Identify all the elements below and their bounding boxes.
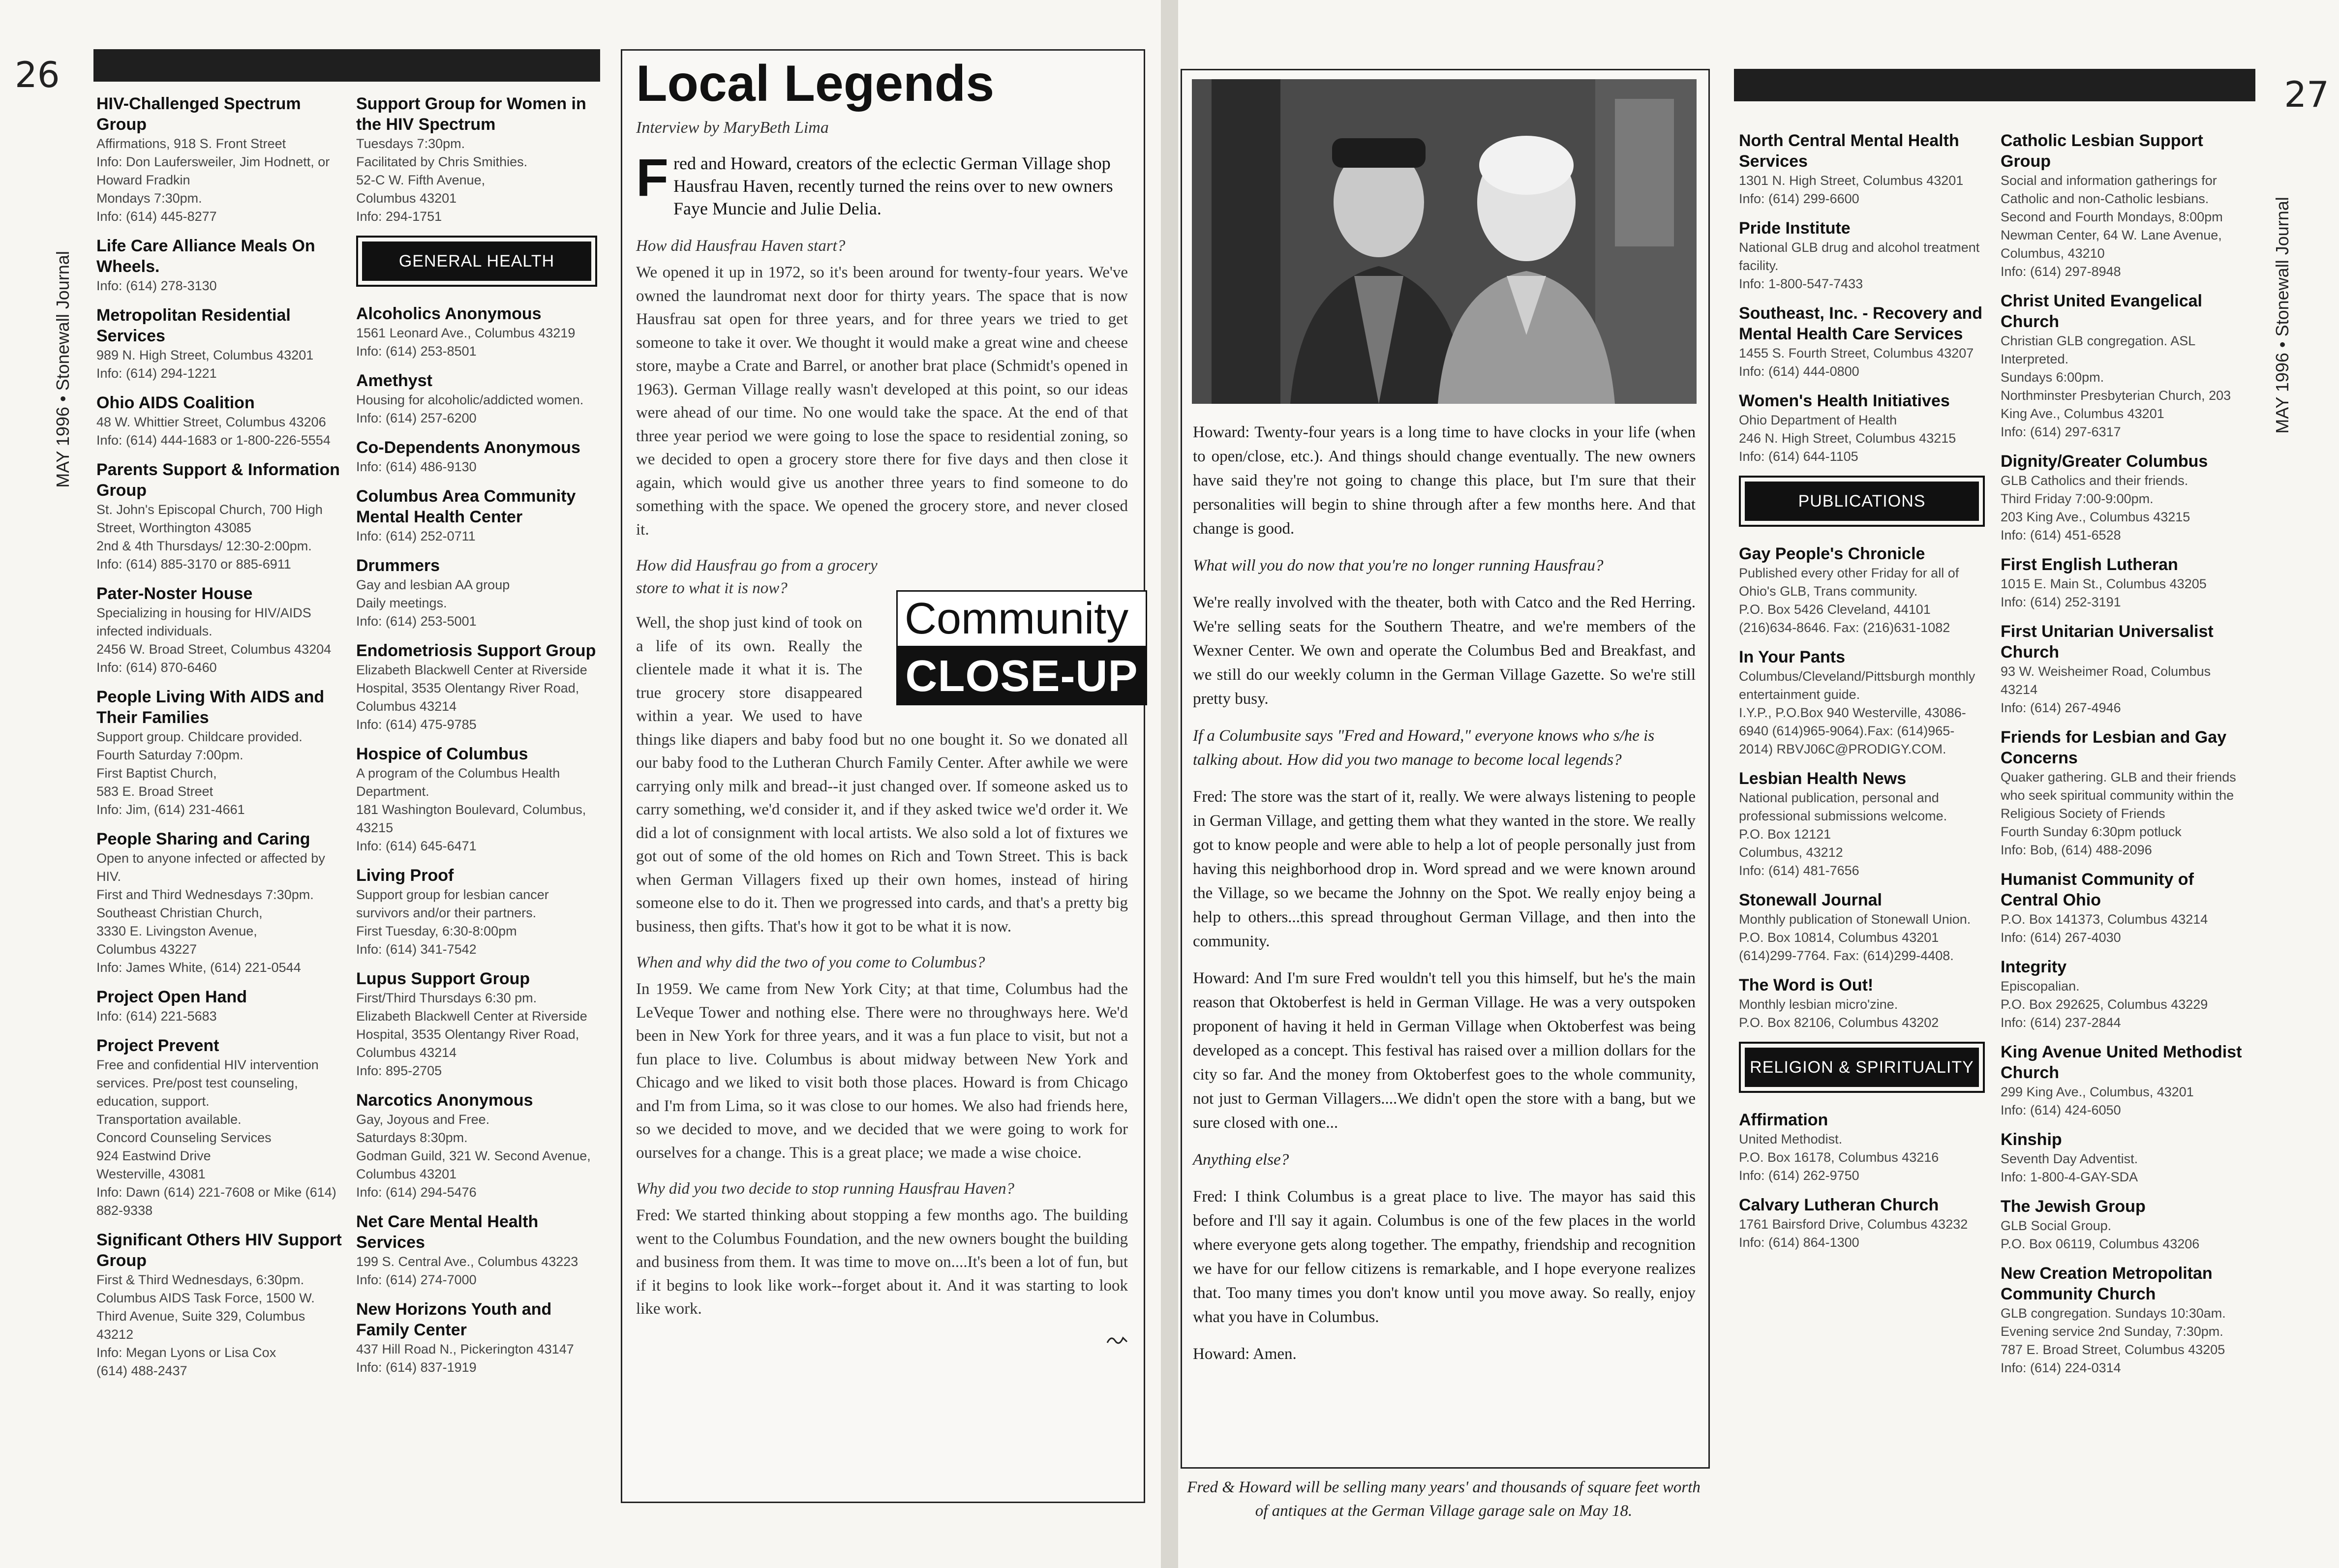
listing-entry [356,555,597,631]
listing-name: People Living With AIDS and Their Families [96,688,325,727]
listing-details: 48 W. Whittier Street, Columbus 43206 Info: (614) 444-1683 or 1-800-226-5554 [96,415,331,448]
listing-name: Southeast, Inc. - Recovery and Mental Health Care Services [1739,304,1983,343]
listing-entry [1739,543,1985,637]
listing-name: First Unitarian Universalist Church [2001,622,2214,662]
page-number: 26 [15,54,60,95]
listing-name: Christ United Evangelical Church [2001,292,2202,331]
closeup-label: CLOSE-UP [896,647,1147,705]
listing-details: Gay and lesbian AA group Daily meetings. Info: (614) 253-5001 [356,577,510,629]
listing-list [356,303,597,1377]
listing-name: Women's Health Initiatives [1739,392,1950,410]
end-mark [636,1334,1128,1348]
answer: Well, the shop just kind of took on a life of its own. Really the clientele made it what it is. The true grocery store disappeared within a year. We used to have things like diapers and baby food but no one bought it. So we donated all our baby food to the Lutheran Church Family Center. After awhile we were carrying only milk and bread--it just changed over. If someone asked us to carry something, we'd consider it, and if they asked twice we'd order it. We did a lot of consignment with local artists. We also sold a lot of fixtures we got out of some of the old homes on Rich and Town Street. This is back when German Villagers fixed up their own homes, instead of hiring someone else to do it. Then we progressed into cards, and that's a pretty big business, then gifts. That's how it got to be what it is now. [636,614,1128,935]
listing-details: Info: (614) 221-5683 [96,1009,217,1024]
listing-name: Catholic Lesbian Support Group [2001,131,2203,171]
listing-entry [2001,727,2247,859]
listing-details: Quaker gathering. GLB and their friends who seek spiritual community within the Religious Society of Friends Fourth Sunday 6:30pm potluck Info: Bob, (614) 488-2096 [2001,770,2236,857]
listing-entry [96,687,342,819]
running-head: MAY 1996 • Stonewall Journal [2272,197,2292,434]
section-header-label: GENERAL HEALTH [362,241,591,281]
listing-entry [1739,890,1985,965]
section-header-publications [1739,476,1985,527]
listing-details: Episcopalian. P.O. Box 292625, Columbus 43229 Info: (614) 237-2844 [2001,979,2208,1030]
article-box [1181,69,1710,1469]
photo-caption: Fred & Howard will be selling many years' and thousands of square feet worth of antiques at the German Village garage sale on May 18. [1187,1478,1701,1520]
community-closeup-label [896,590,1147,705]
listing-details: 1301 N. High Street, Columbus 43201 Info: (614) 299-6600 [1739,173,1964,206]
paragraph: Howard: And I'm sure Fred wouldn't tell you this himself, but he's the main reason that Oktoberfest is held in German Village. He was a very outspoken proponent of having it held in German Village when Oktoberfest was being developed as a concept. This festival has raised over a million dollars for the city so far. And the money from Oktoberfest goes to the whole community, not just to German Villagers....We didn't open the store with a bang, but we sure closed with one... [1193,969,1696,1132]
listing-details: 93 W. Weisheimer Road, Columbus 43214 Info: (614) 267-4946 [2001,664,2211,715]
listing-entry [356,1211,597,1289]
listing-name: In Your Pants [1739,648,1846,666]
question: Anything else? [1193,1151,1289,1169]
section-header-label: PUBLICATIONS [1745,482,1979,521]
listing-entry [356,370,597,427]
listing-details: Seventh Day Adventist. Info: 1-800-4-GAY-SDA [2001,1151,2138,1184]
listing-name: Endometriosis Support Group [356,641,596,660]
listing-entry [1739,130,1985,208]
byline: Interview by MaryBeth Lima [636,119,829,137]
article-box [621,49,1145,1503]
listing-details: Gay, Joyous and Free. Saturdays 8:30pm. Godman Guild, 321 W. Second Avenue, Columbus 43201 Info: (614) 294-5476 [356,1112,591,1200]
listing-details: First/Third Thursdays 6:30 pm. Elizabeth Blackwell Center at Riverside Hospital, 3535 Olentangy River Road, Columbus 43214 Info: 895-2705 [356,991,587,1078]
listing-details: GLB Catholics and their friends. Third Friday 7:00-9:00pm. 203 King Ave., Columbus 43215 Info: (614) 451-6528 [2001,473,2190,543]
listing-list [96,93,342,1380]
listing-name: Alcoholics Anonymous [356,304,542,323]
listing-name: New Creation Metropolitan Community Church [2001,1264,2213,1303]
section-header-label: RELIGION & SPIRITUALITY [1745,1048,1979,1087]
listing-name: HIV-Challenged Spectrum Group [96,94,301,134]
listing-details: 989 N. High Street, Columbus 43201 Info: (614) 294-1221 [96,348,314,381]
listing-name: Lupus Support Group [356,969,530,988]
listing-name: Pater-Noster House [96,584,253,603]
listing-details: Elizabeth Blackwell Center at Riverside Hospital, 3535 Olentangy River Road, Columbus 43214 Info: (614) 475-9785 [356,663,587,732]
listing-details: Published every other Friday for all of Ohio's GLB, Trans community. P.O. Box 5426 Cleveland, 44101 (216)634-8646. Fax: (216)631-1082 [1739,566,1959,635]
listing-name: Living Proof [356,866,454,885]
listing-name: People Sharing and Caring [96,830,310,848]
listing-entry [1739,1195,1985,1252]
directory-column-4 [2001,130,2247,1387]
listing-entry [96,1230,342,1380]
listing-name: Ohio AIDS Coalition [96,393,255,412]
listing-name: Affirmation [1739,1111,1828,1129]
listing-name: The Word is Out! [1739,976,1874,995]
listing-details: National GLB drug and alcohol treatment facility. Info: 1-800-547-7433 [1739,240,1980,291]
listing-entry [356,93,597,226]
listing-name: Friends for Lesbian and Gay Concerns [2001,728,2227,767]
listing-entry [356,640,597,734]
listing-details: Info: (614) 486-9130 [356,459,477,474]
article-body [1193,421,1696,1379]
article-title: Local Legends [636,55,995,112]
listing-details: Tuesdays 7:30pm. Facilitated by Chris Smithies. 52-C W. Fifth Avenue, Columbus 43201 Info: 294-1751 [356,136,528,224]
question: What will you do now that you're no longer running Hausfrau? [1193,557,1604,574]
listing-entry [1739,768,1985,880]
listing-details: A program of the Columbus Health Department. 181 Washington Boulevard, Columbus, 43215 Info: (614) 645-6471 [356,766,586,853]
question: How did Hausfrau Haven start? [636,237,846,255]
intro-paragraph [636,148,1128,220]
listing-details: 437 Hill Road N., Pickerington 43147 Info: (614) 837-1919 [356,1342,574,1375]
listing-details: 1455 S. Fourth Street, Columbus 43207 Info: (614) 444-0800 [1739,346,1974,379]
question: How did Hausfrau go from a grocery store to what it is now? [636,557,878,597]
listing-name: Narcotics Anonymous [356,1091,533,1110]
listing-details: United Methodist. P.O. Box 16178, Columbus 43216 Info: (614) 262-9750 [1739,1132,1939,1183]
listing-entry [2001,1196,2247,1253]
listing-entry [2001,869,2247,947]
listing-details: Christian GLB congregation. ASL Interpreted. Sundays 6:00pm. Northminster Presbyterian Church, 203 King Ave., Columbus 43201 Info: (614) 297-6317 [2001,333,2231,439]
listing-name: Life Care Alliance Meals On Wheels. [96,237,315,276]
listing-entry [96,829,342,977]
listing-entry [356,486,597,545]
listing-name: New Horizons Youth and Family Center [356,1300,552,1339]
listing-details: Monthly publication of Stonewall Union. P.O. Box 10814, Columbus 43201 (614)299-7764. Fax: (614)299-4408. [1739,912,1971,963]
right-page [1178,0,2339,1568]
listing-entry [96,459,342,573]
directory-column-3 [1739,130,1985,1262]
intro-text: red and Howard, creators of the eclectic German Village shop Hausfrau Haven, recently turned the reins over to new owners Faye Muncie and Julie Delia. [673,153,1113,218]
paragraph: Fred: The store was the start of it, really. We were always listening to people in German Village, and getting them what they wanted in the store. We really got to know people and were able to help a lot of people personally just from having this neighborhood drop in. Word spread and we were known around the Village, so we became the Johnny on the Spot. We really enjoy being a help to others...this spread throughout German Village, and then into the community. [1193,788,1696,950]
listing-details: Info: (614) 278-3130 [96,278,217,293]
listing-name: Dignity/Greater Columbus [2001,452,2208,471]
listing-name: Pride Institute [1739,219,1851,238]
listing-name: Stonewall Journal [1739,891,1882,909]
listing-name: Columbus Area Community Mental Health Center [356,487,576,526]
listing-entry [356,968,597,1080]
listing-list [2001,130,2247,1377]
listing-entry [2001,621,2247,717]
listing-entry [1739,303,1985,381]
listing-details: Housing for alcoholic/addicted women. Info: (614) 257-6200 [356,392,584,425]
section-header-religion [1739,1042,1985,1093]
listing-list [1739,1110,1985,1252]
page-gutter [1161,0,1178,1568]
listing-details: National publication, personal and professional submissions welcome. P.O. Box 12121 Columbus, 43212 Info: (614) 481-7656 [1739,790,1947,878]
listing-details: St. John's Episcopal Church, 700 High Street, Worthington 43085 2nd & 4th Thursdays/ 12:30-2:00pm. Info: (614) 885-3170 or 885-6911 [96,502,323,572]
running-head: MAY 1996 • Stonewall Journal [53,251,73,488]
listing-details: 1015 E. Main St., Columbus 43205 Info: (614) 252-3191 [2001,576,2207,609]
listing-entry [356,1090,597,1202]
directory-column-1 [96,93,342,1390]
listing-list [1739,543,1985,1032]
listing-entry [2001,130,2247,281]
listing-name: Kinship [2001,1130,2062,1149]
listing-name: Integrity [2001,958,2067,976]
listing-details: 1561 Leonard Ave., Columbus 43219 Info: (614) 253-8501 [356,326,576,359]
listing-name: Significant Others HIV Support Group [96,1231,342,1270]
directory-column-2 [356,93,597,1387]
listing-entry [356,744,597,855]
portrait-illustration [1192,79,1697,404]
question: When and why did the two of you come to Columbus? [636,954,985,971]
listing-name: Lesbian Health News [1739,769,1907,788]
listing-entry [356,865,597,959]
answer: In 1959. We came from New York City; at that time, Columbus had the LeVeque Tower and nothing else. There were no throughways here. We'd been in New York for three years, and it was a fun place to visit, but not a fun place to live. Columbus is about midway between New York and Chicago and we liked to visit both those places. Howard is from Chicago and I'm from Lima, so it was close to our homes. We also had friends here, so we decided to move, and we decided that we were going to work for ourselves for a change. This is a great place; we made a wise choice. [636,980,1128,1162]
listing-details: Affirmations, 918 S. Front Street Info: Don Laufersweiler, Jim Hodnett, or Howard Fradkin Mondays 7:30pm. Info: (614) 445-8277 [96,136,330,224]
listing-details: Support group. Childcare provided. Fourth Saturday 7:00pm. First Baptist Church, 583 E. Broad Street Info: Jim, (614) 231-4661 [96,729,303,817]
section-header-general-health [356,236,597,287]
listing-entry [2001,957,2247,1032]
listing-details: Free and confidential HIV intervention services. Pre/post test counseling, education, support. Transportation available. Concord Counseling Services 924 Eastwind Drive Westerville, 43081 Info: Dawn (614) 221-7608 or Mike (614) 882-9338 [96,1057,336,1218]
listing-details: P.O. Box 141373, Columbus 43214 Info: (614) 267-4030 [2001,912,2208,945]
answer: We opened it up in 1972, so it's been around for twenty-four years. We've owned the laundromat next door for thirty years. The space that is now Hausfrau sat open for three years, and for three years we tried to get someone to take it over. We thought it would make a great wine and cheese store, maybe a Crate and Barrel, or another brat place (Schmidt's opened in 1963). German Village really wasn't developed at this point, so our ideas were ahead of our time. No one would take the space. At the end of that three year period we were going to lose the space to residential zoning, so we decided to open a grocery store there for five days and then close it again, which would give us another three years to find someone to do something with the space. We opened the grocery store, and never closed it. [636,264,1128,539]
community-label: Community [896,590,1147,647]
listing-details: GLB Social Group. P.O. Box 06119, Columbus 43206 [2001,1218,2200,1251]
listing-name: King Avenue United Methodist Church [2001,1043,2242,1082]
photo-fred-and-howard [1192,79,1697,404]
listing-name: Parents Support & Information Group [96,460,340,500]
listing-entry [2001,1263,2247,1377]
listing-details: Ohio Department of Health 246 N. High Street, Columbus 43215 Info: (614) 644-1105 [1739,413,1956,464]
listing-details: 199 S. Central Ave., Columbus 43223 Info: (614) 274-7000 [356,1254,578,1287]
listing-entry [1739,218,1985,293]
listing-details: Columbus/Cleveland/Pittsburgh monthly entertainment guide. I.Y.P., P.O.Box 940 Westerville, 43086-6940 (614)965-9064).Fax: (614)965-2014) RBVJ06C@PRODIGY.COM. [1739,669,1975,756]
listing-name: Amethyst [356,371,432,390]
listing-list [1739,130,1985,466]
listing-entry [96,987,342,1025]
listing-name: North Central Mental Health Services [1739,131,1959,171]
listing-name: Metropolitan Residential Services [96,306,291,345]
listing-details: Support group for lesbian cancer survivors and/or their partners. First Tuesday, 6:30-8:00pm Info: (614) 341-7542 [356,887,549,957]
listing-details: Social and information gatherings for Catholic and non-Catholic lesbians. Second and Fourth Mondays, 8:00pm Newman Center, 64 W. Lane Avenue, Columbus, 43210 Info: (614) 297-8948 [2001,173,2223,279]
top-bar [93,49,600,82]
listing-entry [1739,975,1985,1032]
paragraph: Howard: Amen. [1193,1345,1297,1363]
listing-entry [2001,1129,2247,1186]
listing-name: Co-Dependents Anonymous [356,438,580,457]
listing-name: Gay People's Chronicle [1739,544,1925,563]
paragraph: Howard: Twenty-four years is a long time to have clocks in your life (when to open/close, etc.). And things should change eventually. The new owners have said they're not going to change this place, but I'm sure that their personalities will begin to shine through after a few months here. And that change is good. [1193,423,1696,538]
left-page [0,0,1161,1568]
listing-entry [96,236,342,295]
listing-details: 299 King Ave., Columbus, 43201 Info: (614) 424-6050 [2001,1085,2194,1117]
listing-details: First & Third Wednesdays, 6:30pm. Columbus AIDS Task Force, 1500 W. Third Avenue, Suite 329, Columbus 43212 Info: Megan Lyons or Lisa Cox (614) 488-2437 [96,1272,315,1378]
listing-name: Calvary Lutheran Church [1739,1196,1939,1214]
listing-entry [2001,554,2247,611]
listing-entry [1739,647,1985,758]
listing-entry [96,93,342,226]
listing-entry [2001,451,2247,544]
listing-entry [2001,1042,2247,1119]
listing-name: First English Lutheran [2001,555,2178,574]
listing-name: Hospice of Columbus [356,745,528,763]
listing-name: Humanist Community of Central Ohio [2001,870,2194,909]
listing-name: Support Group for Women in the HIV Spectrum [356,94,586,134]
listing-name: The Jewish Group [2001,1197,2146,1216]
listing-entry [96,583,342,677]
listing-details: Open to anyone infected or affected by HIV. First and Third Wednesdays 7:30pm. Southeast Christian Church, 3330 E. Livingston Avenue, Columbus 43227 Info: James White, (614) 221-0544 [96,851,325,975]
listing-entry [1739,391,1985,466]
listing-entry [1739,1110,1985,1185]
listing-entry [356,437,597,476]
answer: Fred: We started thinking about stopping a few months ago. The building went to the Columbus Foundation, and the new owners bought the building and business from them. It was time to move on....It's been a lot of fun, but if it begins to look like work--forget about it. And it was starting to look like work. [636,1206,1128,1318]
listing-name: Project Open Hand [96,988,247,1006]
listing-entry [356,303,597,361]
top-bar [1734,69,2255,101]
page-number: 27 [2284,74,2329,115]
listing-entry [2001,291,2247,441]
question: If a Columbusite says "Fred and Howard," everyone knows who s/he is talking about. How did you two manage to become local legends? [1193,727,1655,769]
listing-details: 1761 Bairsford Drive, Columbus 43232 Info: (614) 864-1300 [1739,1217,1968,1250]
listing-details: Monthly lesbian micro'zine. P.O. Box 82106, Columbus 43202 [1739,997,1939,1030]
listing-details: Specializing in housing for HIV/AIDS infected individuals. 2456 W. Broad Street, Columbus 43204 Info: (614) 870-6460 [96,605,332,675]
paragraph: We're really involved with the theater, both with Catco and the Red Herring. We're selling seats for the Southern Theatre, and we're members of the Wexner Center. We own and operate the Columbus Bed and Breakfast, and we still do our weekly column in the German Village Gazette. So we're still pretty busy. [1193,594,1696,708]
listing-list [356,93,597,226]
listing-entry [356,1299,597,1377]
drop-cap: F [636,148,668,207]
listing-details: Info: (614) 252-0711 [356,529,476,543]
paragraph: Fred: I think Columbus is a great place to live. The mayor has said this before and I'll say it again. Columbus is one of the few places in the world where everyone gets along together. The empathy, friendship and recognition we have for our fellow citizens is remarkable, and I hope everyone realizes that. Too many times you don't know until you move away. So really, enjoy what you have in Columbus. [1193,1188,1696,1326]
end-mark-icon [1106,1334,1128,1346]
listing-entry [96,1035,342,1220]
listing-name: Drummers [356,556,440,575]
listing-name: Project Prevent [96,1036,219,1055]
listing-entry [96,392,342,450]
listing-entry [96,305,342,383]
question: Why did you two decide to stop running Hausfrau Haven? [636,1180,1014,1198]
listing-name: Net Care Mental Health Services [356,1212,539,1252]
listing-details: GLB congregation. Sundays 10:30am. Evening service 2nd Sunday, 7:30pm. 787 E. Broad Street, Columbus 43205 Info: (614) 224-0314 [2001,1306,2226,1375]
